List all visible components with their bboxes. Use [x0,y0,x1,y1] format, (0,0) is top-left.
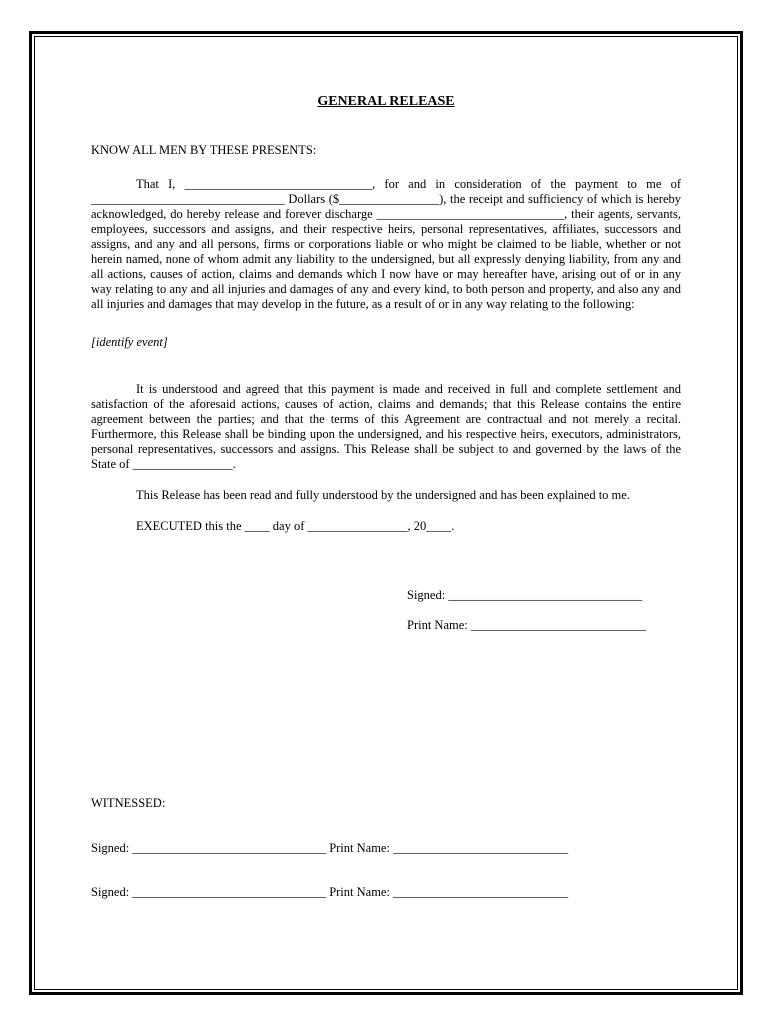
document-title: GENERAL RELEASE [317,94,455,109]
witness-row-1: Signed: _______________________________ Print Name: ____________________________ [91,841,569,855]
identify-event-placeholder: [identify event] [91,335,168,349]
executed-line: EXECUTED this the ____ day of ________________, 20____. [136,519,455,533]
witnessed-heading: WITNESSED: [91,796,166,810]
witness-row-2: Signed: _______________________________ Print Name: ____________________________ [91,885,569,899]
settlement-paragraph: It is understood and agreed that this payment is made and received in full and complete settlement and satisfaction of the aforesaid actions, causes of action, claims and demands; that this Release contains the entire agreement between the parties; and that the terms of this Agreement are contractual and not merely a recital. Furthermore, this Release shall be binding upon the undersigned, and his respective heirs, executors, administrators, personal representatives, successors and assigns. This Release shall be subject to and governed by the laws of the State of ________________. [91,382,681,471]
print-name-line: Print Name: ____________________________ [407,618,646,632]
signed-line: Signed: _______________________________ [407,588,643,602]
signature-block [407,588,646,648]
understood-line: This Release has been read and fully understood by the undersigned and has been explained to me. [136,488,630,502]
release-paragraph: That I, ______________________________, for and in consideration of the payment to me of _______________________________ Dollars ($________________), the receipt and sufficiency of which is hereby acknowledged, do hereby release and forever discharge ______________________________, their agents, servants, employees, successors and assigns, and their respective heirs, personal representatives, affiliates, successors and assigns, and any and all persons, firms or corporations liable or who might be claimed to be liable, whether or not herein named, none of whom admit any liability to the undersigned, but all expressly denying liability, from any and all actions, causes of action, claims and demands which I now have or may hereafter have, arising out of or in any way relating to any and all injuries and damages of any and every kind, to both person and property, and also any and all injuries and damages that may develop in the future, as a result of or in any way relating to the following: [91,177,681,311]
document-body [91,94,681,534]
intro-line: KNOW ALL MEN BY THESE PRESENTS: [91,143,317,157]
